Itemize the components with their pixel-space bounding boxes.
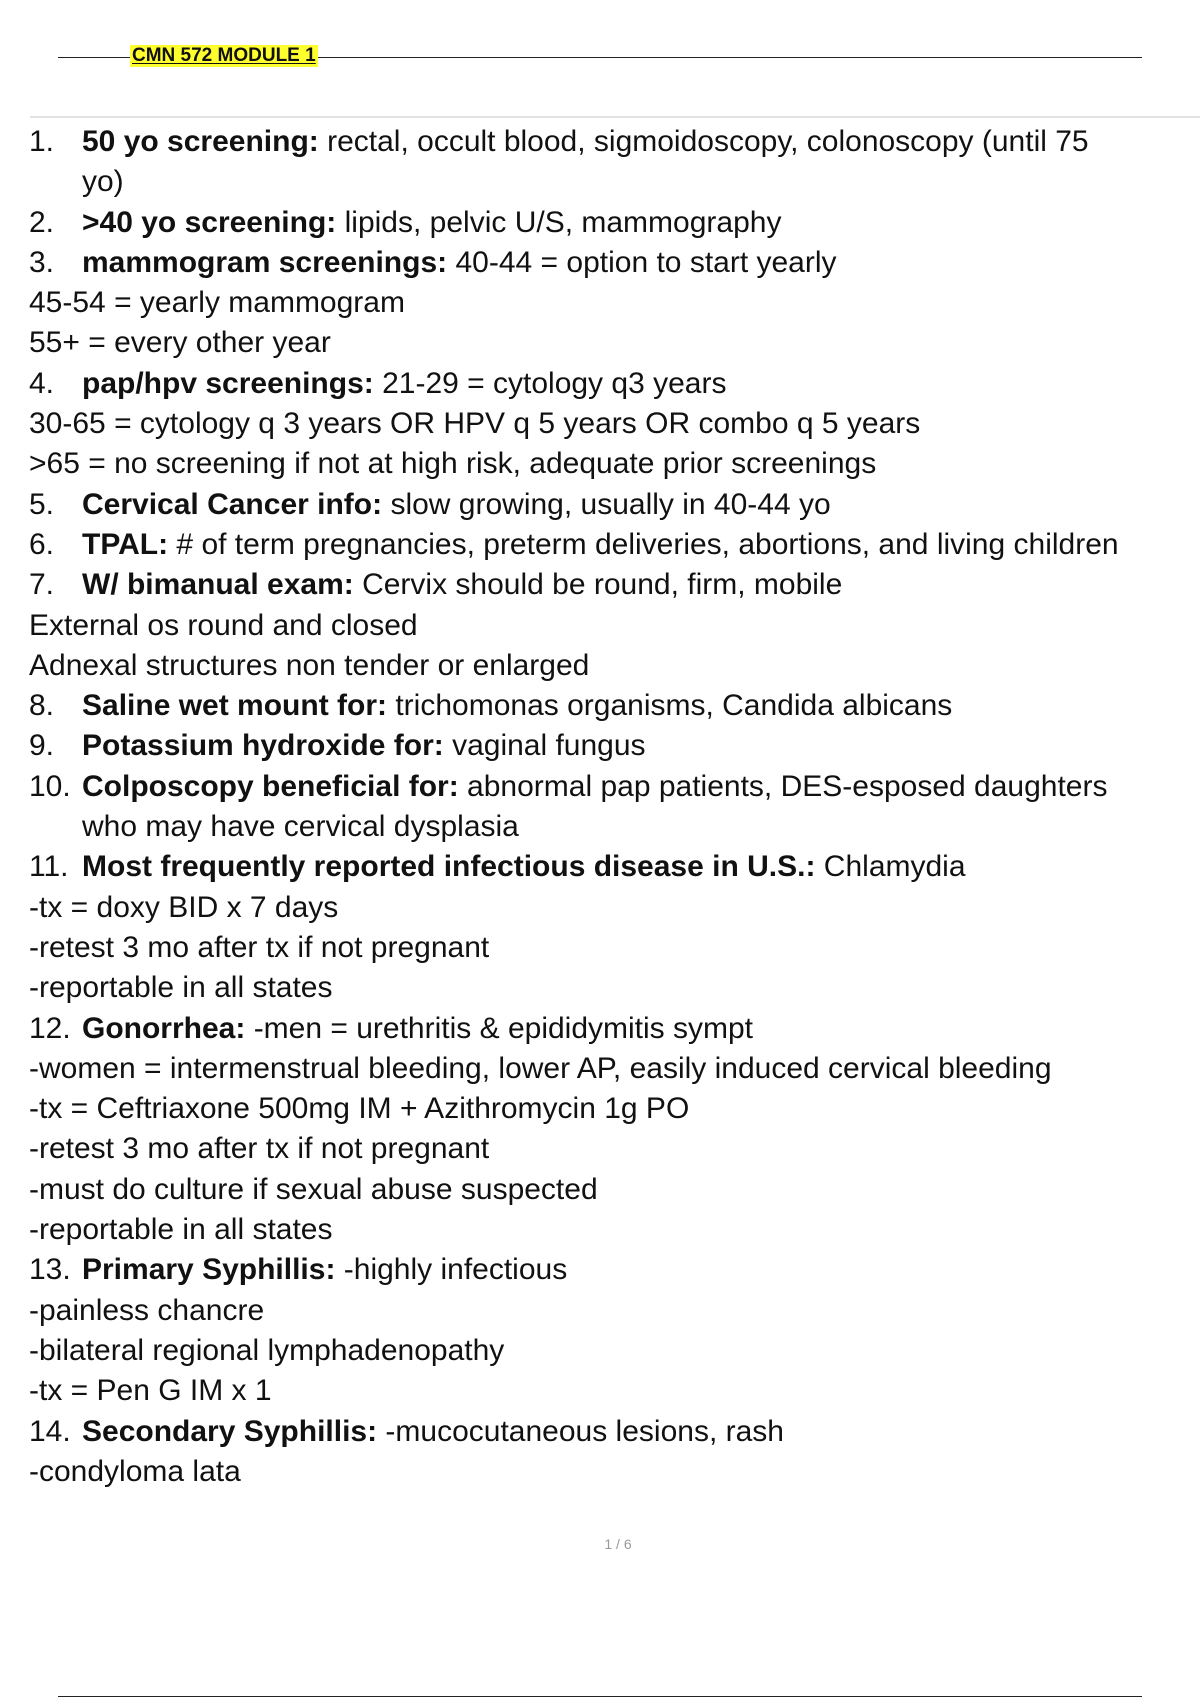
item-text: vaginal fungus bbox=[443, 729, 646, 763]
item-number: 1. bbox=[29, 125, 55, 158]
item-text: slow growing, usually in 40-44 yo bbox=[382, 487, 831, 521]
item-term: Colposcopy beneficial for: bbox=[82, 769, 459, 803]
item-text: 40-44 = option to start yearly bbox=[447, 245, 837, 279]
sub-line: >65 = no screening if not at high risk, adequate prior screenings bbox=[29, 447, 877, 481]
item-text: 21-29 = cytology q3 years bbox=[373, 366, 727, 400]
footer-rule bbox=[58, 1696, 1142, 1697]
sub-line: -bilateral regional lymphadenopathy bbox=[29, 1333, 505, 1367]
item-term: >40 yo screening: bbox=[82, 205, 337, 239]
sub-line: -retest 3 mo after tx if not pregnant bbox=[29, 1132, 490, 1166]
item-number: 11. bbox=[29, 850, 69, 884]
list-item bbox=[29, 364, 1200, 404]
sub-line: 55+ = every other year bbox=[29, 326, 331, 360]
list-item bbox=[29, 203, 1200, 243]
item-number: 14. bbox=[29, 1414, 71, 1448]
item-term: Most frequently reported infectious disease in U.S.: bbox=[82, 850, 816, 884]
item-text: trichomonas organisms, Candida albicans bbox=[387, 689, 953, 723]
item-number: 12. bbox=[29, 1011, 71, 1045]
sub-line: -women = intermenstrual bleeding, lower AP, easily induced cervical bleeding bbox=[29, 1051, 1052, 1085]
item-term: 50 yo screening: bbox=[82, 125, 319, 158]
list-item-continuation: who may have cervical dysplasia bbox=[82, 810, 519, 844]
sub-line: -must do culture if sexual abuse suspected bbox=[29, 1172, 598, 1206]
item-term: Gonorrhea: bbox=[82, 1011, 246, 1045]
item-text: -mucocutaneous lesions, rash bbox=[377, 1414, 784, 1448]
item-term: Secondary Syphillis: bbox=[82, 1414, 378, 1448]
item-text: Cervix should be round, firm, mobile bbox=[353, 568, 843, 602]
item-term: mammogram screenings: bbox=[82, 245, 448, 279]
item-text: abnormal pap patients, DES-esposed daughters bbox=[458, 769, 1108, 803]
sub-line: -reportable in all states bbox=[29, 971, 333, 1005]
list-item bbox=[29, 1412, 1200, 1452]
sub-line: 45-54 = yearly mammogram bbox=[29, 286, 405, 320]
list-item bbox=[29, 686, 1200, 726]
item-text: -men = urethritis & epididymitis sympt bbox=[245, 1011, 754, 1045]
sub-line: -retest 3 mo after tx if not pregnant bbox=[29, 930, 490, 964]
sub-line: -reportable in all states bbox=[29, 1213, 333, 1247]
sub-line: 30-65 = cytology q 3 years OR HPV q 5 years OR combo q 5 years bbox=[29, 407, 921, 441]
content-top-divider bbox=[30, 116, 1200, 118]
item-term: TPAL: bbox=[82, 527, 169, 561]
list-item bbox=[29, 1250, 1200, 1290]
sub-line: External os round and closed bbox=[29, 608, 418, 642]
item-number: 9. bbox=[29, 729, 55, 763]
item-number: 7. bbox=[29, 568, 55, 602]
notes-body bbox=[29, 122, 1200, 1492]
sub-line: -tx = Pen G IM x 1 bbox=[29, 1374, 272, 1408]
item-term: Saline wet mount for: bbox=[82, 689, 388, 723]
list-item bbox=[29, 485, 1200, 525]
item-term: W/ bimanual exam: bbox=[82, 568, 354, 602]
item-number: 6. bbox=[29, 527, 55, 561]
list-item-continuation: yo) bbox=[82, 165, 124, 199]
item-term: Cervical Cancer info: bbox=[82, 487, 383, 521]
item-term: Primary Syphillis: bbox=[82, 1253, 336, 1287]
item-text: # of term pregnancies, preterm deliveries, abortions, and living children bbox=[168, 527, 1119, 561]
sub-line: -tx = Ceftriaxone 500mg IM + Azithromycin 1g PO bbox=[29, 1092, 690, 1126]
list-item bbox=[29, 122, 1200, 162]
list-item bbox=[29, 726, 1200, 766]
item-term: Potassium hydroxide for: bbox=[82, 729, 444, 763]
item-term: pap/hpv screenings: bbox=[82, 366, 374, 400]
list-item bbox=[29, 525, 1200, 565]
document-header-title: CMN 572 MODULE 1 bbox=[132, 45, 316, 66]
item-number: 5. bbox=[29, 487, 55, 521]
item-number: 10. bbox=[29, 769, 71, 803]
list-item bbox=[29, 243, 1200, 283]
list-item bbox=[29, 767, 1200, 807]
page-indicator: 1 / 6 bbox=[604, 1536, 632, 1552]
item-text: -highly infectious bbox=[335, 1253, 568, 1287]
item-text: Chlamydia bbox=[815, 850, 966, 884]
list-item bbox=[29, 847, 1200, 887]
sub-line: -painless chancre bbox=[29, 1293, 265, 1327]
item-number: 3. bbox=[29, 245, 55, 279]
item-text: rectal, occult blood, sigmoidoscopy, colonoscopy (until 75 bbox=[318, 125, 1089, 158]
item-number: 4. bbox=[29, 366, 55, 400]
item-number: 13. bbox=[29, 1253, 71, 1287]
item-number: 8. bbox=[29, 689, 55, 723]
sub-line: -condyloma lata bbox=[29, 1454, 241, 1488]
sub-line: -tx = doxy BID x 7 days bbox=[29, 890, 339, 924]
item-number: 2. bbox=[29, 205, 55, 239]
list-item bbox=[29, 1009, 1200, 1049]
sub-line: Adnexal structures non tender or enlarged bbox=[29, 648, 590, 682]
list-item bbox=[29, 565, 1200, 605]
item-text: lipids, pelvic U/S, mammography bbox=[336, 205, 782, 239]
